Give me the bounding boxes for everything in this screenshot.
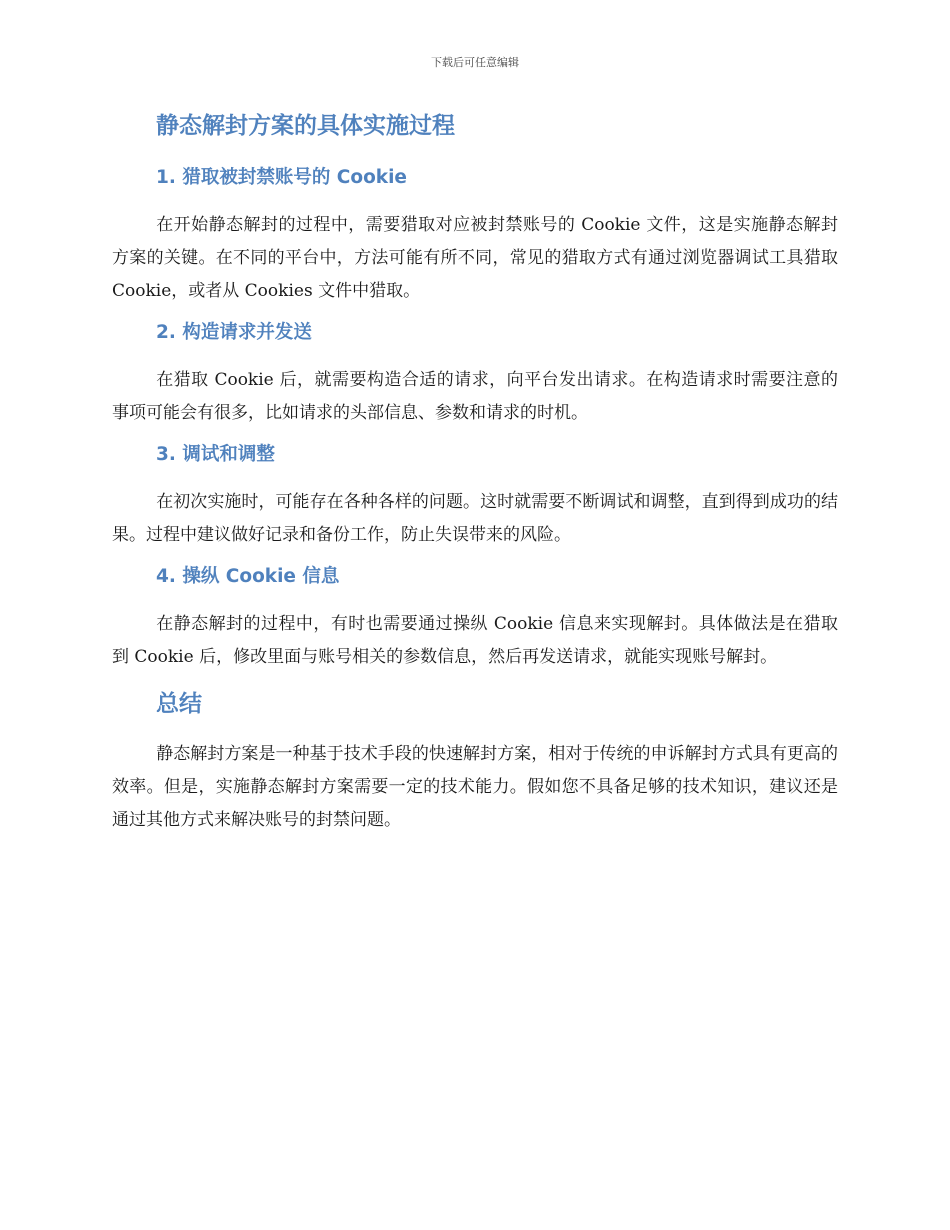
section-heading-4: 4. 操纵 Cookie 信息: [156, 566, 340, 587]
summary-paragraph: 静态解封方案是一种基于技术手段的快速解封方案，相对于传统的申诉解封方式具有更高的效率。但是，实施静态解封方案需要一定的技术能力。假如您不具备足够的技术知识，建议还是通过其他方式来解决账号的封禁问题。: [112, 744, 838, 830]
document-content: [112, 108, 838, 837]
summary-heading: 总结: [156, 691, 202, 717]
section-paragraph-2: 在猎取 Cookie 后，就需要构造合适的请求，向平台发出请求。在构造请求时需要注意的事项可能会有很多，比如请求的头部信息、参数和请求的时机。: [112, 370, 838, 423]
section-paragraph-3: 在初次实施时，可能存在各种各样的问题。这时就需要不断调试和调整，直到得到成功的结果。过程中建议做好记录和备份工作，防止失误带来的风险。: [112, 492, 838, 545]
section-heading-1: 1. 猎取被封禁账号的 Cookie: [156, 167, 407, 188]
section-heading-2: 2. 构造请求并发送: [156, 322, 312, 343]
document-title: 静态解封方案的具体实施过程: [156, 113, 455, 139]
section-heading-3: 3. 调试和调整: [156, 444, 275, 465]
header-note: 下载后可任意编辑: [431, 56, 519, 69]
section-paragraph-4: 在静态解封的过程中，有时也需要通过操纵 Cookie 信息来实现解封。具体做法是在猎取到 Cookie 后，修改里面与账号相关的参数信息，然后再发送请求，就能实现账号解封。: [112, 614, 838, 667]
section-paragraph-1: 在开始静态解封的过程中，需要猎取对应被封禁账号的 Cookie 文件，这是实施静态解封方案的关键。在不同的平台中，方法可能有所不同，常见的猎取方式有通过浏览器调试工具猎取 Cookie，或者从 Cookies 文件中猎取。: [112, 215, 838, 301]
